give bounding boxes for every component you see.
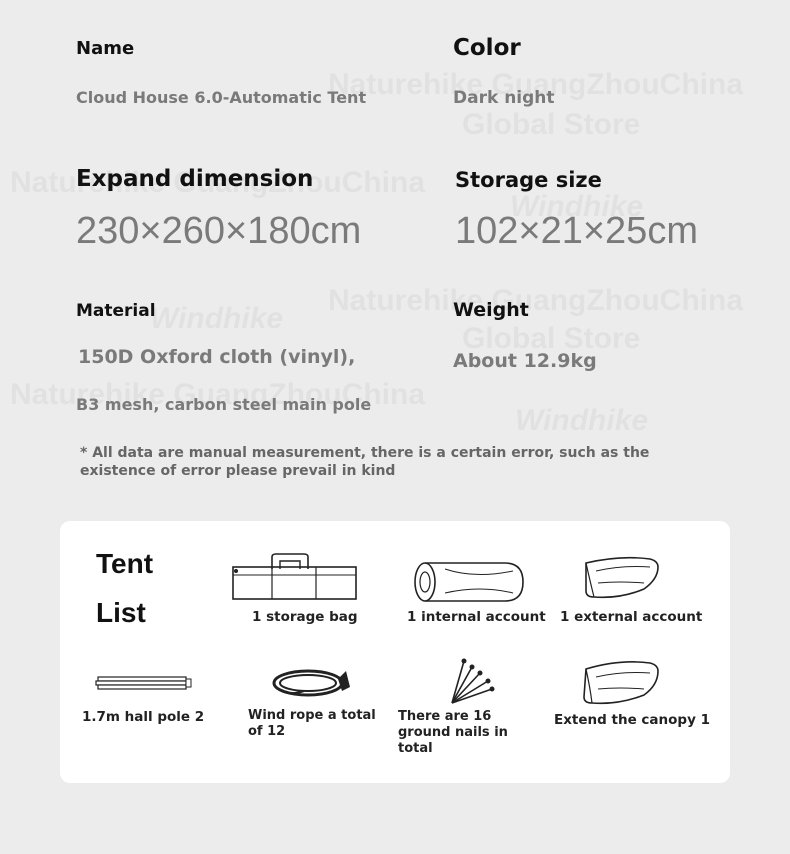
list-item xyxy=(80,671,230,731)
material-value-line2: B3 mesh, carbon steel main pole xyxy=(76,395,372,414)
watermark-store xyxy=(328,284,743,318)
tent-list-card xyxy=(60,521,730,783)
list-item xyxy=(246,661,396,761)
storage-bag-icon xyxy=(230,553,360,603)
ground-nails-icon xyxy=(396,657,546,705)
list-item xyxy=(230,553,360,633)
expand-dimension-value: 230×260×180cm xyxy=(76,210,362,252)
color-value: Dark night xyxy=(453,88,555,108)
poles-icon xyxy=(80,671,192,695)
wind-rope-icon xyxy=(246,661,396,703)
material-label: Material xyxy=(76,301,156,321)
name-label: Name xyxy=(76,38,135,59)
storage-size-value: 102×21×25cm xyxy=(455,210,698,252)
weight-label: Weight xyxy=(453,299,529,321)
storage-size-label: Storage size xyxy=(455,168,602,192)
ground-nails-caption: There are 16 ground nails in total xyxy=(398,709,508,756)
name-value: Cloud House 6.0-Automatic Tent xyxy=(76,88,367,107)
wind-rope-caption: Wind rope a total of 12 xyxy=(248,708,376,739)
weight-value: About 12.9kg xyxy=(453,350,597,372)
hall-pole-caption: 1.7m hall pole 2 xyxy=(82,709,205,725)
watermark-brand xyxy=(150,302,283,336)
storage-bag-caption: 1 storage bag xyxy=(252,609,358,625)
list-item xyxy=(560,553,710,633)
list-item xyxy=(554,657,724,757)
watermark-brand xyxy=(515,404,648,438)
watermark-store-line2 xyxy=(462,108,640,142)
external-account-caption: 1 external account xyxy=(560,609,703,625)
list-item xyxy=(396,657,546,757)
rolled-inner-tent-icon xyxy=(405,559,525,605)
color-label: Color xyxy=(453,35,521,61)
measurement-note: * All data are manual measurement, there is a certain error, such as the existence of error please prevail in kind xyxy=(80,445,650,479)
tent-list-title-line1: Tent xyxy=(96,548,154,579)
canopy-icon xyxy=(554,657,664,705)
tent-list-title-line2: List xyxy=(96,597,146,628)
canopy-caption: Extend the canopy 1 xyxy=(554,712,710,728)
list-item xyxy=(405,559,545,639)
material-value-line1: 150D Oxford cloth (vinyl), xyxy=(78,346,356,368)
folded-fly-icon xyxy=(560,553,660,603)
expand-dimension-label: Expand dimension xyxy=(76,166,314,192)
internal-account-caption: 1 internal account xyxy=(407,609,546,625)
